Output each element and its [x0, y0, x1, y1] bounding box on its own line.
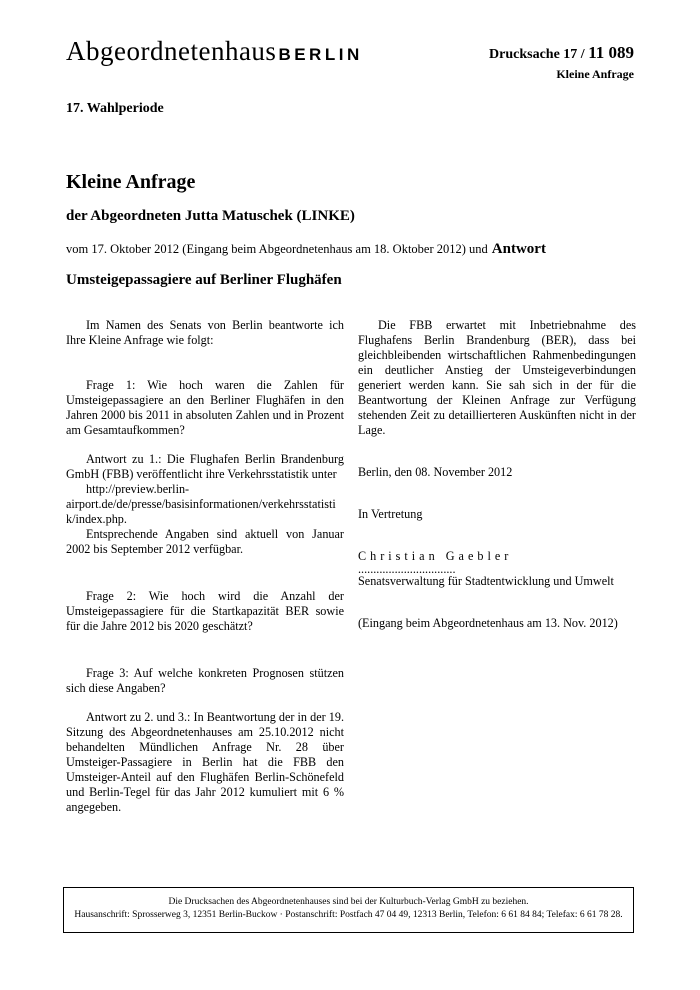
footer-line-2: Hausanschrift: Sprosserweg 3, 12351 Berlin-Buckow · Postanschrift: Postfach 47 04 49, 12313 Berlin, Telefon: 6 61 84 84; Telefax: 6 61 78 28.: [74, 910, 623, 920]
drucksache-number: Drucksache 17 / 11 089: [489, 43, 634, 62]
document-type-small: Kleine Anfrage: [556, 67, 634, 81]
city-name: BERLIN: [278, 45, 363, 64]
place-date: Berlin, den 08. November 2012: [358, 465, 513, 479]
forecast-paragraph: Die FBB erwartet mit Inbetriebnahme des Flughafens Berlin Brandenburg (BER), dass bei gleichbleibenden wirtschaftlichen Rahmenbedingungen ein deutlicher Anstieg der Umsteigeverbindungen generiert werden kann. Sie sah sich in der für die Beantwortung der Kleinen Anfrage zur Verfügung stehenden Zeit zu detaillierteren Auskünften nicht in der Lage.: [358, 318, 636, 437]
document-number-block: [489, 43, 634, 82]
left-column: [66, 318, 344, 815]
in-vertretung: In Vertretung: [358, 507, 423, 521]
author-line: der Abgeordneten Jutta Matuschek (LINKE): [66, 208, 355, 224]
document-type-title: Kleine Anfrage: [66, 171, 196, 193]
footer-line-1: Die Drucksachen des Abgeordnetenhauses sind bei der Kulturbuch-Verlag GmbH zu beziehen.: [168, 897, 529, 907]
question-3: Frage 3: Auf welche konkreten Prognosen stützen sich diese Angaben?: [66, 666, 344, 695]
answer-1: Antwort zu 1.: Die Flughafen Berlin Brandenburg GmbH (FBB) veröffentlicht ihre Verkehrsstatistik unter: [66, 452, 344, 481]
answer-label: Antwort: [491, 241, 546, 257]
statistics-url: http://preview.berlin- airport.de/de/presse/basisinformationen/verkehrsstatistik/index.php.: [66, 482, 336, 526]
receipt-note: (Eingang beim Abgeordnetenhaus am 13. Nov. 2012): [358, 616, 618, 630]
parliament-logo: [66, 36, 363, 67]
legislative-period: 17. Wahlperiode: [66, 101, 164, 116]
answer-2-3: Antwort zu 2. und 3.: In Beantwortung der in der 19. Sitzung des Abgeordnetenhauses am 25.10.2012 nicht behandelten Mündlichen Anfrage Nr. 28 über Umsteiger-Passagiere in Berlin hat die FBB den Umsteiger-Anteil auf den Flughäfen Berlin-Schönefeld und Berlin-Tegel für das Jahr 2012 kumuliert mit 6 % angegeben.: [66, 710, 344, 814]
institution-name: Abgeordnetenhaus: [66, 36, 277, 66]
question-2: Frage 2: Wie hoch wird die Anzahl der Umsteigepassagiere für die Startkapazität BER sowie für die Jahre 2012 bis 2020 geschätzt?: [66, 589, 344, 633]
subject-title: Umsteigepassagiere auf Berliner Flughäfen: [66, 272, 342, 288]
signer-name: Christian Gaebler: [358, 549, 513, 563]
footer-box: [63, 887, 634, 933]
date-line: vom 17. Oktober 2012 (Eingang beim Abgeordnetenhaus am 18. Oktober 2012) und Antwort: [66, 241, 546, 257]
right-column: [358, 318, 636, 631]
signature-dots: ................................: [358, 562, 456, 576]
signer-office: Senatsverwaltung für Stadtentwicklung und Umwelt: [358, 574, 614, 588]
answer-1-availability: Entsprechende Angaben sind aktuell von Januar 2002 bis September 2012 verfügbar.: [66, 527, 344, 556]
intro-paragraph: Im Namen des Senats von Berlin beantworte ich Ihre Kleine Anfrage wie folgt:: [66, 318, 344, 347]
question-1: Frage 1: Wie hoch waren die Zahlen für Umsteigepassagiere an den Berliner Flughäfen in den Jahren 2000 bis 2011 in absoluten Zahlen und in Prozent am Gesamtaufkommen?: [66, 378, 344, 437]
